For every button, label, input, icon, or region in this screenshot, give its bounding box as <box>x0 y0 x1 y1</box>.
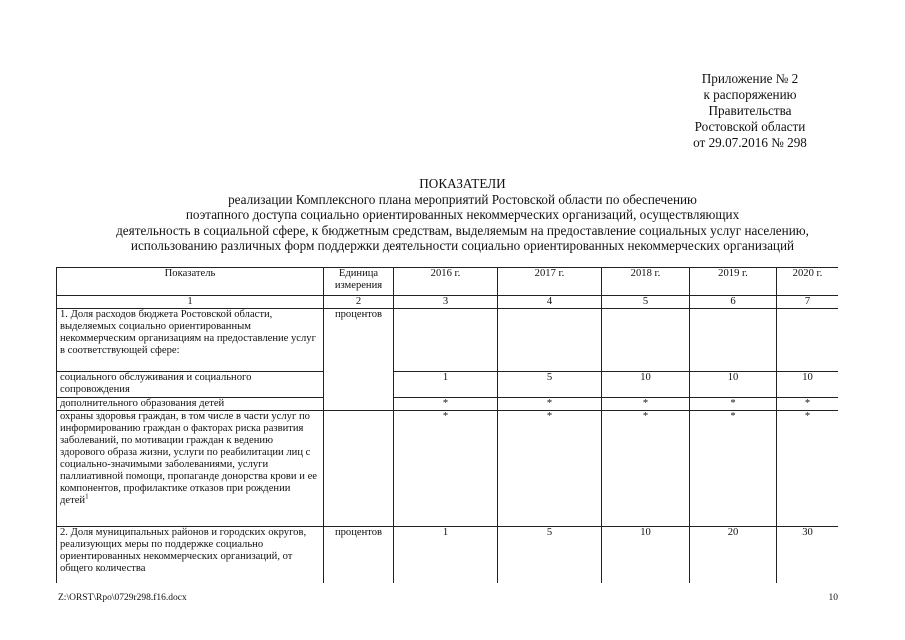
unit-cell: процентов <box>324 309 394 411</box>
value-cell: * <box>777 398 839 411</box>
value-cell: * <box>690 411 777 527</box>
value-cell: 10 <box>602 527 690 584</box>
header-cell: 2019 г. <box>690 268 777 296</box>
value-cell: * <box>394 398 498 411</box>
value-cell <box>777 309 839 372</box>
value-cell: 5 <box>498 372 602 398</box>
annex-block <box>640 71 860 151</box>
table-row <box>57 309 839 372</box>
header-cell: 2017 г. <box>498 268 602 296</box>
value-cell <box>498 309 602 372</box>
unit-cell: процентов <box>324 527 394 584</box>
page-number: 10 <box>828 593 838 603</box>
indicators-table-wrapper <box>56 267 838 583</box>
column-number: 3 <box>394 296 498 309</box>
value-cell <box>690 309 777 372</box>
annex-line: Приложение № 2 <box>701 71 799 86</box>
annex-line: Правительства <box>708 103 792 118</box>
document-title <box>40 176 885 254</box>
annex-line: к распоряжению <box>703 87 797 102</box>
value-cell: 10 <box>602 372 690 398</box>
table-row <box>57 372 839 398</box>
table-header-row <box>57 268 839 296</box>
value-cell: 10 <box>777 372 839 398</box>
column-number-row <box>57 296 839 309</box>
table-row <box>57 398 839 411</box>
indicator-cell: 1. Доля расходов бюджета Ростовской области, выделяемых социально ориентированным некоммерческим организациям на предоставление услуг в соответствующей сфере: <box>57 309 324 372</box>
value-cell: 1 <box>394 372 498 398</box>
footnote-mark: 1 <box>85 492 89 501</box>
column-number: 5 <box>602 296 690 309</box>
indicators-table <box>56 267 838 583</box>
column-number: 2 <box>324 296 394 309</box>
indicator-text: охраны здоровья граждан, в том числе в части услуг по информированию граждан о факторах риска развития заболеваний, по мотивации граждан к ведению здорового образа жизни, услуги по реабилитации лиц с социально-значимыми заболеваниями, услуги паллиативной помощи, пропаганде донорства крови и ее компонентов, профилактике отказов при рождении детей <box>60 411 317 506</box>
unit-cell <box>324 411 394 527</box>
title-line: поэтапного доступа социально ориентированных некоммерческих организаций, осуществляющих <box>185 207 740 222</box>
file-path: Z:\ORST\Rpo\0729r298.f16.docx <box>58 593 187 603</box>
value-cell: * <box>498 411 602 527</box>
indicator-cell: социального обслуживания и социального сопровождения <box>57 372 324 398</box>
header-cell: Показатель <box>57 268 324 296</box>
value-cell: 1 <box>394 527 498 584</box>
value-cell: 5 <box>498 527 602 584</box>
annex-line: Ростовской области <box>694 119 806 134</box>
column-number: 7 <box>777 296 839 309</box>
table-row <box>57 527 839 584</box>
title-line: использованию различных форм поддержки деятельности социально ориентированных некоммерческих организаций <box>130 238 795 253</box>
annex-line: от 29.07.2016 № 298 <box>693 135 807 150</box>
value-cell: * <box>690 398 777 411</box>
value-cell: 30 <box>777 527 839 584</box>
title-line: реализации Комплексного плана мероприятий Ростовской области по обеспечению <box>228 191 697 207</box>
value-cell: 20 <box>690 527 777 584</box>
value-cell: * <box>602 411 690 527</box>
value-cell: 10 <box>690 372 777 398</box>
value-cell <box>394 309 498 372</box>
column-number: 4 <box>498 296 602 309</box>
column-number: 6 <box>690 296 777 309</box>
header-cell: 2016 г. <box>394 268 498 296</box>
header-cell: 2020 г. <box>777 268 839 296</box>
value-cell: * <box>498 398 602 411</box>
value-cell: * <box>777 411 839 527</box>
value-cell <box>602 309 690 372</box>
indicator-cell: 2. Доля муниципальных районов и городских округов, реализующих меры по поддержке социально ориентированных некоммерческих организаций, от общего количества <box>57 527 324 584</box>
header-cell: Единица измерения <box>324 268 394 296</box>
header-cell: 2018 г. <box>602 268 690 296</box>
value-cell: * <box>602 398 690 411</box>
column-number: 1 <box>57 296 324 309</box>
indicator-cell <box>57 411 324 527</box>
title-heading: ПОКАЗАТЕЛИ <box>419 176 506 191</box>
indicator-cell: дополнительного образования детей <box>57 398 324 411</box>
table-row <box>57 411 839 527</box>
title-line: деятельность в социальной сфере, к бюджетным средствам, выделяемым на предоставление социальных услуг населению, <box>116 222 809 238</box>
value-cell: * <box>394 411 498 527</box>
